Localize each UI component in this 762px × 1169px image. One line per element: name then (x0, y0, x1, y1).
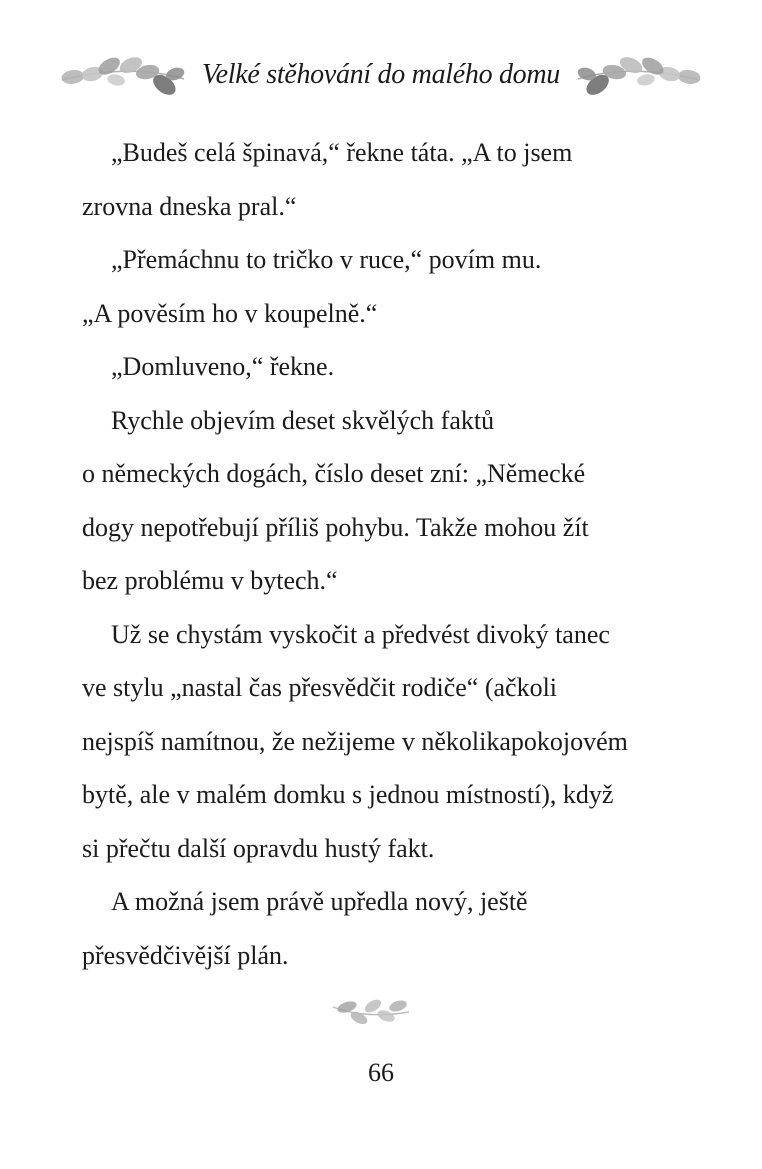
text-line: dogy nepotřebují příliš pohybu. Takže mohou žít (82, 512, 589, 542)
text-line: ve stylu „nastal čas přesvědčit rodiče“ (ačkoli (82, 673, 558, 702)
page-number: 66 (368, 1058, 394, 1087)
text-line: bytě, ale v malém domku s jednou místností), když (82, 780, 614, 809)
text-line: „Přemáchnu to tričko v ruce,“ povím mu. (111, 245, 542, 274)
leaf-branch-ornament-right-icon (574, 52, 702, 98)
text-line: zrovna dneska pral.“ (82, 191, 297, 221)
text-line: bez problému v bytech.“ (82, 566, 338, 595)
text-line: Už se chystám vyskočit a předvést divoký tanec (111, 619, 610, 649)
leaf-sprig-divider-icon (331, 998, 411, 1032)
text-line: přesvědčivější plán. (82, 940, 289, 970)
text-line: „A pověsím ho v koupelně.“ (82, 298, 378, 328)
text-line: A možná jsem právě upředla nový, ještě (111, 887, 528, 916)
text-line: „Domluveno,“ řekne. (111, 352, 335, 381)
text-line: „Budeš celá špinavá,“ řekne táta. „A to jsem (111, 138, 573, 167)
text-line: nejspíš namítnou, že nežijeme v několikapokojovém (82, 726, 628, 756)
leaf-branch-ornament-left-icon (60, 52, 188, 98)
page-text (82, 126, 702, 982)
chapter-header (0, 52, 762, 98)
text-line: o německých dogách, číslo deset zní: „Německé (82, 459, 586, 488)
text-line: si přečtu další opravdu hustý fakt. (82, 833, 435, 863)
running-title: Velké stěhování do malého domu (201, 59, 561, 90)
text-line: Rychle objevím deset skvělých faktů (111, 405, 495, 435)
